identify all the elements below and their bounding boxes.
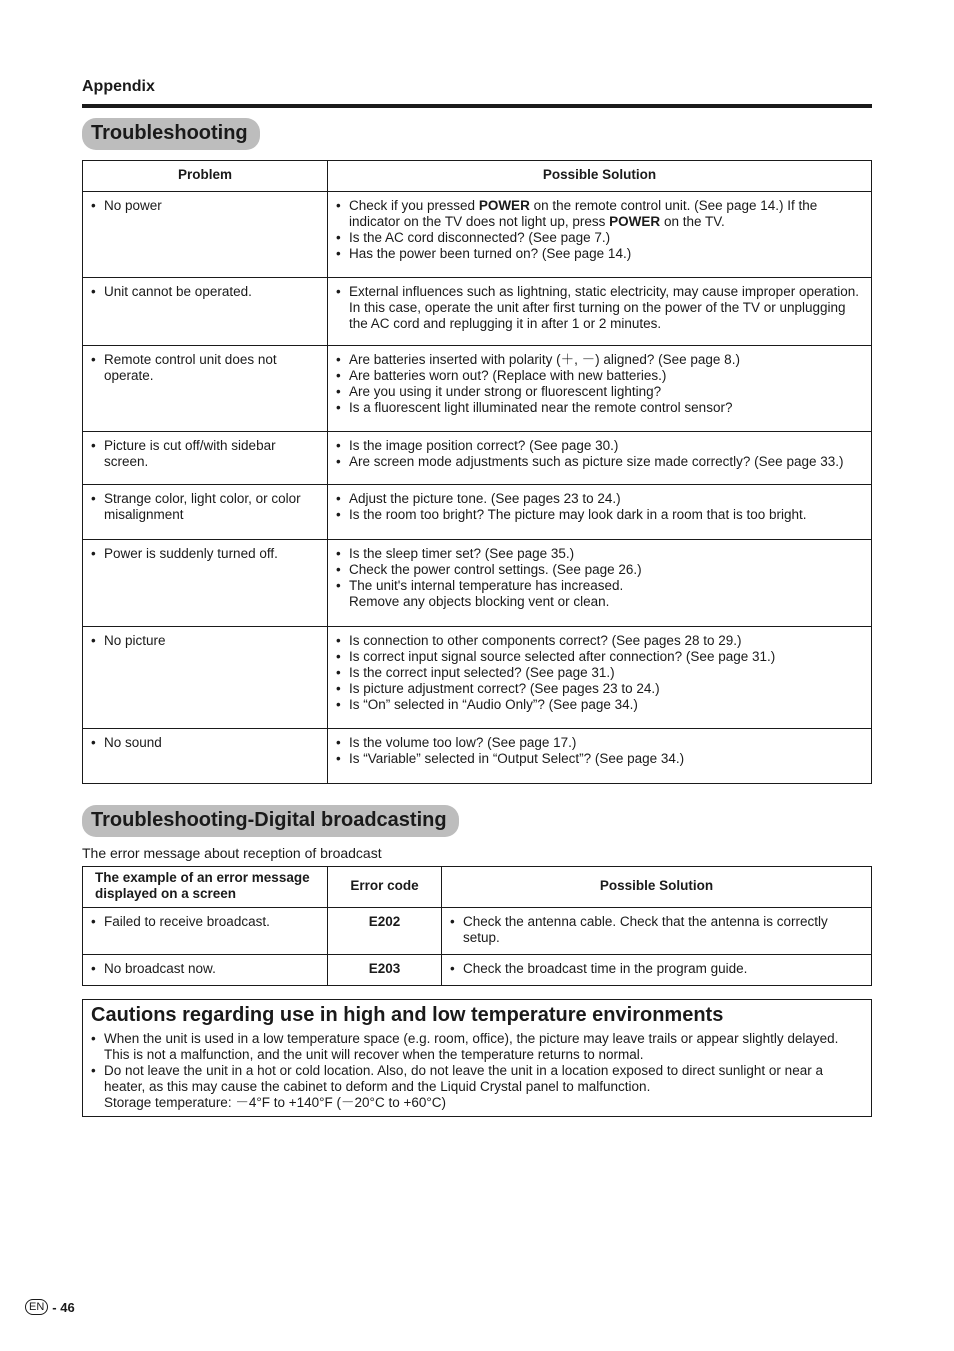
- solution-cell: [328, 485, 872, 540]
- solution-text: Is “On” selected in “Audio Only”? (See page 34.): [349, 697, 638, 712]
- solution-text: Check the power control settings. (See page 26.): [349, 562, 642, 577]
- list-item: [336, 491, 863, 507]
- problem-cell: [83, 729, 328, 784]
- list-item: • Check the broadcast time in the program guide.: [450, 961, 863, 977]
- solution-text: Are batteries inserted with polarity (＋, －) aligned? (See page 8.): [349, 352, 740, 367]
- power-keyword: POWER: [609, 214, 661, 229]
- list-item: • No picture: [91, 633, 319, 649]
- page-footer: [25, 1299, 75, 1315]
- list-item: [336, 400, 863, 416]
- list-item: [336, 546, 863, 562]
- list-item: [336, 198, 863, 230]
- digital-subtitle: The error message about reception of broadcast: [82, 845, 382, 861]
- list-item: • Power is suddenly turned off.: [91, 546, 319, 562]
- list-item: • No power: [91, 198, 319, 214]
- error-message-cell: [83, 908, 328, 955]
- solution-text: on the TV.: [660, 214, 725, 229]
- solution-cell: [328, 346, 872, 432]
- solution-text: on the remote control unit. (See page 14.) If the indicator on the TV does not light up, press: [349, 198, 818, 229]
- problem-cell: [83, 627, 328, 729]
- table-row: [83, 432, 872, 485]
- list-item: • Unit cannot be operated.: [91, 284, 319, 300]
- cautions-box: [82, 999, 872, 1117]
- list-item: • No broadcast now.: [91, 961, 319, 977]
- solution-text: Is the image position correct? (See page 30.): [349, 438, 619, 453]
- solution-text: External influences such as lightning, static electricity, may cause improper operation. In this case, operate the unit after first turning on the power of the TV or unplugging the AC cord and replugging it in after 1 or 2 minutes.: [349, 284, 859, 331]
- error-code-cell: E203: [328, 955, 442, 986]
- table-row: [83, 540, 872, 627]
- solution-cell: [328, 192, 872, 278]
- table-row: [83, 346, 872, 432]
- list-item: [336, 562, 863, 578]
- list-item: [336, 368, 863, 384]
- list-item: • No sound: [91, 735, 319, 751]
- column-header-example: The example of an error message displayed on a screen: [83, 867, 328, 908]
- table-row: [83, 278, 872, 346]
- table-row: [83, 729, 872, 784]
- list-item: • Strange color, light color, or color misalignment: [91, 491, 319, 523]
- list-item: [336, 681, 863, 697]
- list-item: [336, 438, 863, 454]
- table-row: [83, 627, 872, 729]
- digital-broadcasting-heading: Troubleshooting-Digital broadcasting: [82, 805, 459, 837]
- solution-cell: [328, 540, 872, 627]
- table-row: [83, 485, 872, 540]
- digital-error-table: [82, 866, 872, 986]
- table-row: [83, 908, 872, 955]
- solution-text: Is a fluorescent light illuminated near the remote control sensor?: [349, 400, 733, 415]
- list-item: [336, 649, 863, 665]
- column-header-problem: Problem: [83, 161, 328, 192]
- list-item: [336, 697, 863, 713]
- solution-text: Has the power been turned on? (See page 14.): [349, 246, 632, 261]
- list-item: [336, 230, 863, 246]
- list-item: [336, 751, 863, 767]
- list-item: [336, 284, 863, 332]
- solution-text: Are screen mode adjustments such as picture size made correctly? (See page 33.): [349, 454, 844, 469]
- solution-cell: [328, 729, 872, 784]
- solution-text: Adjust the picture tone. (See pages 23 to 24.): [349, 491, 621, 506]
- troubleshooting-table: [82, 160, 872, 784]
- problem-cell: [83, 278, 328, 346]
- solution-text: Is correct input signal source selected after connection? (See page 31.): [349, 649, 776, 664]
- problem-cell: [83, 192, 328, 278]
- list-item: [336, 578, 863, 610]
- list-item: • Picture is cut off/with sidebar screen.: [91, 438, 319, 470]
- solution-text: Is the correct input selected? (See page 31.): [349, 665, 615, 680]
- problem-cell: [83, 432, 328, 485]
- page-number: - 46: [52, 1299, 75, 1315]
- solution-text: Check if you pressed: [349, 198, 479, 213]
- solution-text: Is the room too bright? The picture may look dark in a room that is too bright.: [349, 507, 807, 522]
- solution-text: The unit's internal temperature has increased. Remove any objects blocking vent or clean.: [349, 578, 624, 609]
- solution-text: Is connection to other components correct? (See pages 28 to 29.): [349, 633, 742, 648]
- solution-text: Is “Variable” selected in “Output Select”? (See page 34.): [349, 751, 685, 766]
- cautions-list: [91, 1031, 863, 1111]
- error-code-cell: E202: [328, 908, 442, 955]
- problem-cell: [83, 346, 328, 432]
- list-item: [336, 454, 863, 470]
- problem-cell: [83, 540, 328, 627]
- column-header-solution: Possible Solution: [442, 867, 872, 908]
- section-label: Appendix: [82, 78, 155, 95]
- solution-text: Is the AC cord disconnected? (See page 7.): [349, 230, 611, 245]
- problem-cell: [83, 485, 328, 540]
- table-row: [83, 955, 872, 986]
- list-item: • When the unit is used in a low temperature space (e.g. room, office), the picture may leave trails or appear slightly delayed. This is not a malfunction, and the unit will recover when the temperature returns to normal.: [91, 1031, 863, 1063]
- list-item: • Failed to receive broadcast.: [91, 914, 319, 930]
- list-item: [336, 507, 863, 523]
- list-item: [336, 633, 863, 649]
- solution-text: Is picture adjustment correct? (See pages 23 to 24.): [349, 681, 660, 696]
- list-item: [336, 384, 863, 400]
- list-item: • Do not leave the unit in a hot or cold location. Also, do not leave the unit in a location exposed to direct sunlight or near a heater, as this may cause the cabinet to deform and the Liquid Crystal panel to malfunction. Storage temperature: －4°F to +140°F (－20°C to +60°C): [91, 1063, 863, 1111]
- solution-cell: [328, 432, 872, 485]
- solution-cell: [328, 627, 872, 729]
- list-item: [336, 246, 863, 262]
- solution-cell: [442, 908, 872, 955]
- troubleshooting-heading: Troubleshooting: [82, 118, 260, 150]
- solution-text: Is the sleep timer set? (See page 35.): [349, 546, 575, 561]
- solution-text: Are you using it under strong or fluorescent lighting?: [349, 384, 662, 399]
- list-item: [336, 665, 863, 681]
- solution-text: Is the volume too low? (See page 17.): [349, 735, 577, 750]
- column-header-error-code: Error code: [328, 867, 442, 908]
- solution-cell: [328, 278, 872, 346]
- header-divider: [82, 104, 872, 108]
- list-item: • Remote control unit does not operate.: [91, 352, 319, 384]
- cautions-heading: Cautions regarding use in high and low temperature environments: [91, 1004, 724, 1026]
- solution-text: Are batteries worn out? (Replace with new batteries.): [349, 368, 667, 383]
- column-header-solution: Possible Solution: [328, 161, 872, 192]
- table-row: [83, 192, 872, 278]
- language-badge: EN: [25, 1299, 48, 1315]
- power-keyword: POWER: [478, 198, 530, 213]
- error-message-cell: [83, 955, 328, 986]
- list-item: • Check the antenna cable. Check that the antenna is correctly setup.: [450, 914, 863, 946]
- list-item: [336, 735, 863, 751]
- list-item: [336, 352, 863, 368]
- solution-cell: [442, 955, 872, 986]
